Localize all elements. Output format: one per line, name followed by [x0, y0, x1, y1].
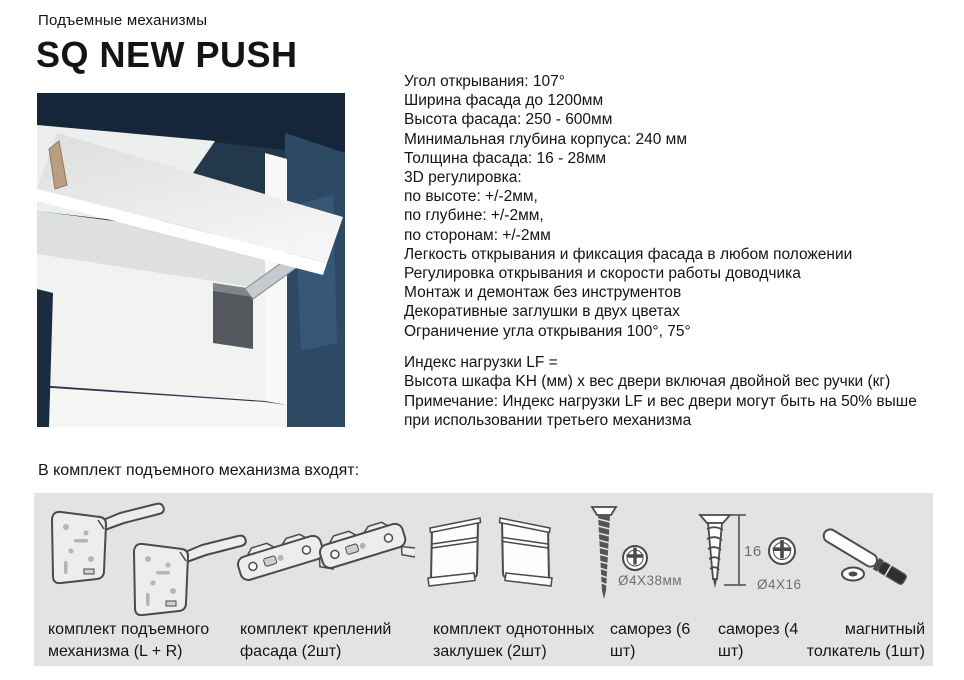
spec-line: по высоте: +/-2мм,	[404, 188, 538, 206]
load-index-note	[404, 353, 949, 431]
cabinet-photo-illustration	[37, 93, 345, 427]
cover-cap-pair-icon	[420, 513, 562, 593]
spec-line: Ограничение угла открывания 100°, 75°	[404, 322, 691, 340]
screw-long-size-label: Ø4X38мм	[618, 573, 683, 588]
screw-short-length-label: 16	[744, 543, 762, 560]
lift-mechanism-pair-icon	[40, 497, 255, 619]
load-index-line: Высота шкафа KH (мм) x вес двери включая двойной вес ручки (кг)	[404, 373, 891, 391]
spec-line: Регулировка открывания и скорости работы доводчика	[404, 265, 801, 283]
kit-item-label: саморез (4 шт)	[718, 621, 799, 660]
spec-line: по глубине: +/-2мм,	[404, 207, 544, 225]
spec-line: Толщина фасада: 16 - 28мм	[404, 149, 607, 167]
kit-heading: В комплект подъемного механизма входят:	[38, 462, 360, 479]
load-index-line: Примечание: Индекс нагрузки LF и вес двери могут быть на 50% выше	[404, 392, 917, 410]
kit-item-label: комплект креплений фасада (2шт)	[240, 621, 392, 660]
load-index-line: Индекс нагрузки LF =	[404, 354, 558, 371]
load-index-line: при использовании третьего механизма	[404, 412, 692, 430]
product-photo	[37, 93, 345, 427]
kit-item-label: комплект подъемного механизма (L + R)	[48, 621, 210, 660]
spec-line: 3D регулировка:	[404, 169, 522, 187]
spec-line: Угол открывания: 107°	[404, 73, 565, 90]
screw-short-size-label: Ø4X16	[757, 577, 802, 592]
spec-line: Высота фасада: 250 - 600мм	[404, 111, 613, 129]
kit-item-label: магнитный толкатель (1шт)	[806, 621, 925, 660]
kit-strip	[34, 493, 933, 666]
spec-line: Минимальная глубина корпуса: 240 мм	[404, 130, 687, 148]
page-title: SQ NEW PUSH	[36, 34, 298, 75]
spec-line: Монтаж и демонтаж без инструментов	[404, 284, 682, 302]
spec-list	[404, 72, 944, 341]
magnetic-pusher-icon	[812, 505, 927, 605]
kit-item-label: саморез (6 шт)	[610, 621, 691, 660]
spec-line: Легкость открывания и фиксация фасада в любом положении	[404, 245, 853, 263]
spec-line: по сторонам: +/-2мм	[404, 226, 551, 244]
spec-line: Декоративные заглушки в двух цветах	[404, 303, 680, 321]
kit-item-label: комплект однотонных заклушек (2шт)	[433, 621, 595, 660]
spec-line: Ширина фасада до 1200мм	[404, 92, 604, 110]
category-label: Подъемные механизмы	[38, 12, 208, 29]
facade-mount-pair-icon	[230, 507, 415, 607]
